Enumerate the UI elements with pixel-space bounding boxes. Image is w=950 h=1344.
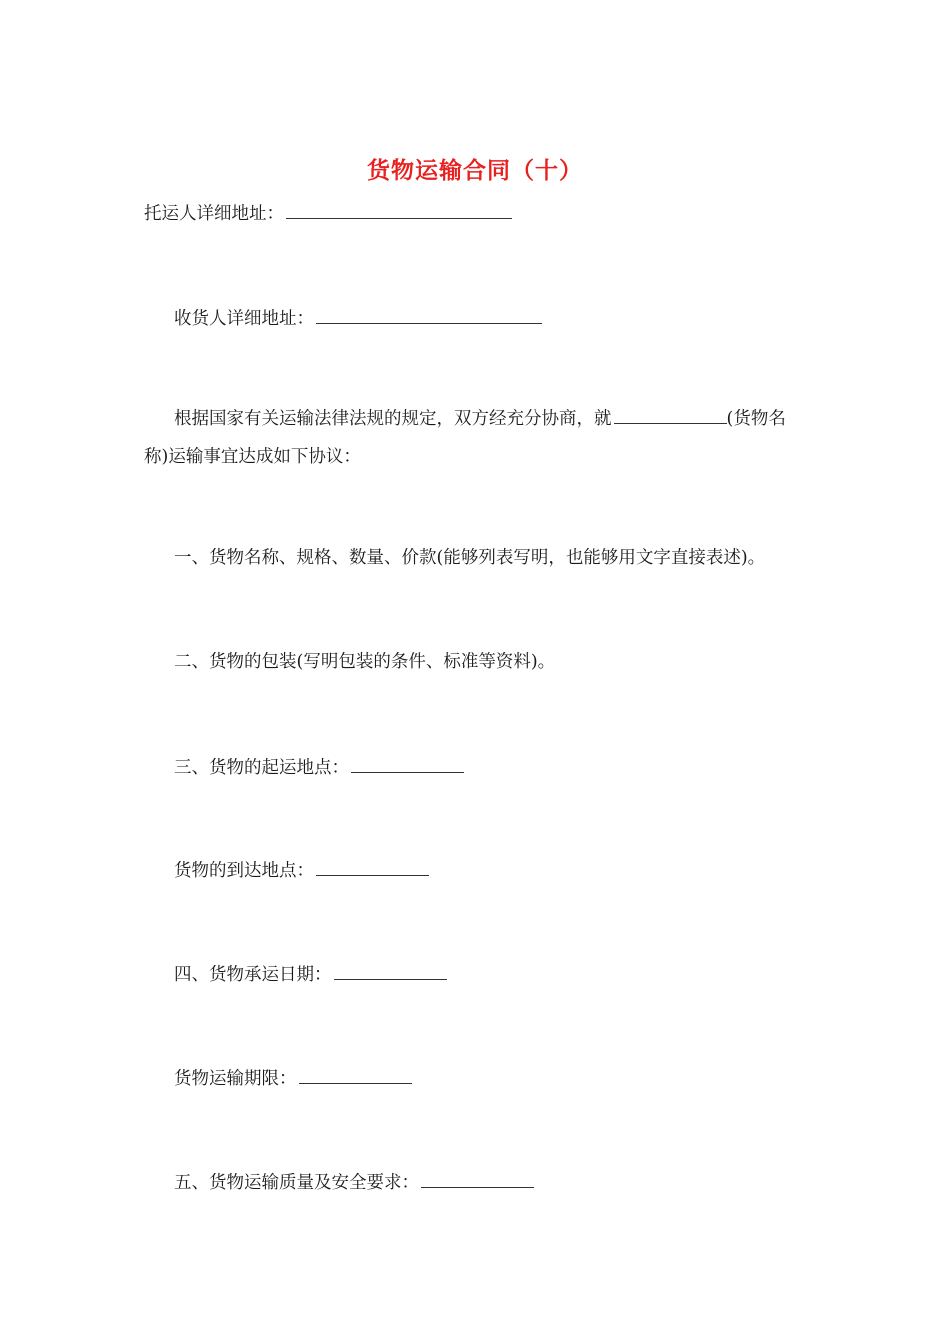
shipper-address-blank[interactable] — [286, 200, 512, 219]
shipper-address-label: 托运人详细地址： — [144, 204, 284, 224]
document-title: 货物运输合同（十） — [367, 157, 583, 184]
clause-5-label: 五、货物运输质量及安全要求： — [174, 1173, 419, 1193]
consignee-address-line — [174, 305, 542, 331]
clause-4-label: 四、货物承运日期： — [174, 965, 332, 985]
preamble-start: 根据国家有关运输法律法规的规定，双方经充分协商，就 — [174, 409, 612, 429]
arrival-label: 货物的到达地点： — [174, 861, 314, 881]
arrival-line — [174, 857, 429, 883]
period-label: 货物运输期限： — [174, 1069, 297, 1089]
consignee-address-blank[interactable] — [316, 305, 542, 324]
clause-4-line — [174, 961, 447, 987]
goods-name-blank[interactable] — [614, 405, 727, 424]
period-line — [174, 1065, 412, 1091]
origin-blank[interactable] — [351, 754, 464, 773]
quality-safety-blank[interactable] — [421, 1169, 534, 1188]
preamble-end: (货物名称)运输事宜达成如下协议： — [144, 409, 786, 467]
period-blank[interactable] — [299, 1065, 412, 1084]
clause-2: 二、货物的包装(写明包装的条件、标准等资料)。 — [174, 652, 556, 672]
carriage-date-blank[interactable] — [334, 961, 447, 980]
clause-3-line — [174, 754, 464, 780]
preamble-paragraph — [144, 400, 806, 476]
clause-3-label: 三、货物的起运地点： — [174, 758, 349, 778]
clause-5-line — [174, 1169, 534, 1195]
arrival-blank[interactable] — [316, 857, 429, 876]
shipper-address-line — [144, 200, 512, 226]
clause-1: 一、货物名称、规格、数量、价款(能够列表写明，也能够用文字直接表述)。 — [174, 548, 766, 568]
consignee-address-label: 收货人详细地址： — [174, 309, 314, 329]
